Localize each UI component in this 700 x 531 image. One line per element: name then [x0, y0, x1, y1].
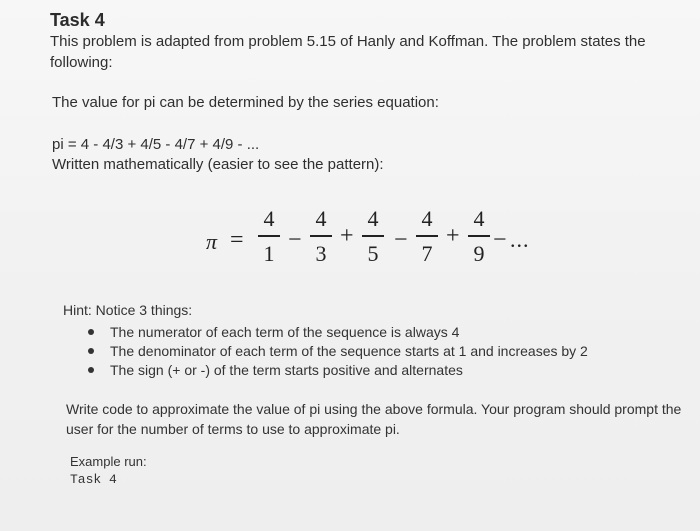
hint-item-text: The denominator of each term of the sequence starts at 1 and increases by 2 [110, 343, 588, 359]
fraction-term-2 [310, 206, 332, 267]
denominator: 5 [367, 240, 379, 266]
pi-series-formula [200, 202, 560, 282]
numerator: 4 [367, 206, 379, 231]
fraction-term-4 [416, 206, 438, 267]
series-lead-text: The value for pi can be determined by the series equation: [52, 94, 439, 111]
operator-minus: − [394, 227, 408, 253]
equals-sign: = [230, 227, 244, 253]
instructions-paragraph: Write code to approximate the value of pi using the above formula. Your program should prompt the user for the number of terms to use to approximate pi. [66, 401, 682, 437]
fraction-bar [468, 235, 490, 237]
hint-list [88, 323, 588, 380]
fraction-bar [258, 235, 280, 237]
list-item [88, 342, 588, 361]
numerator: 4 [421, 206, 433, 231]
bullet-icon [88, 329, 94, 335]
example-code-line: Task 4 [70, 472, 117, 487]
numerator: 4 [315, 206, 327, 231]
bullet-icon [88, 348, 94, 354]
intro-paragraph: This problem is adapted from problem 5.15 of Hanly and Koffman. The problem states the following: [50, 33, 646, 71]
pi-symbol: π [206, 229, 218, 254]
bullet-icon [88, 367, 94, 373]
denominator: 1 [263, 240, 275, 266]
denominator: 3 [315, 240, 327, 266]
fraction-term-1 [258, 206, 280, 267]
numerator: 4 [263, 206, 275, 231]
operator-minus: − [493, 227, 507, 253]
hint-item-text: The sign (+ or -) of the term starts positive and alternates [110, 362, 463, 378]
operator-plus: + [340, 223, 354, 249]
fraction-term-5 [468, 206, 490, 267]
hint-item-text: The numerator of each term of the sequence is always 4 [110, 324, 460, 340]
denominator: 7 [421, 240, 433, 266]
fraction-term-3 [362, 206, 384, 267]
hint-title: Hint: Notice 3 things: [63, 302, 193, 318]
list-item [88, 323, 588, 342]
denominator: 9 [473, 240, 485, 266]
task-title: Task 4 [50, 10, 105, 30]
ellipsis: ... [510, 227, 530, 252]
operator-minus: − [288, 227, 302, 253]
operator-plus: + [446, 223, 460, 249]
series-text: pi = 4 - 4/3 + 4/5 - 4/7 + 4/9 - ... [52, 136, 260, 153]
fraction-bar [416, 235, 438, 237]
example-label: Example run: [70, 454, 147, 469]
list-item [88, 361, 588, 380]
fraction-bar [310, 235, 332, 237]
numerator: 4 [473, 206, 485, 231]
fraction-bar [362, 235, 384, 237]
written-label: Written mathematically (easier to see the pattern): [52, 156, 384, 173]
